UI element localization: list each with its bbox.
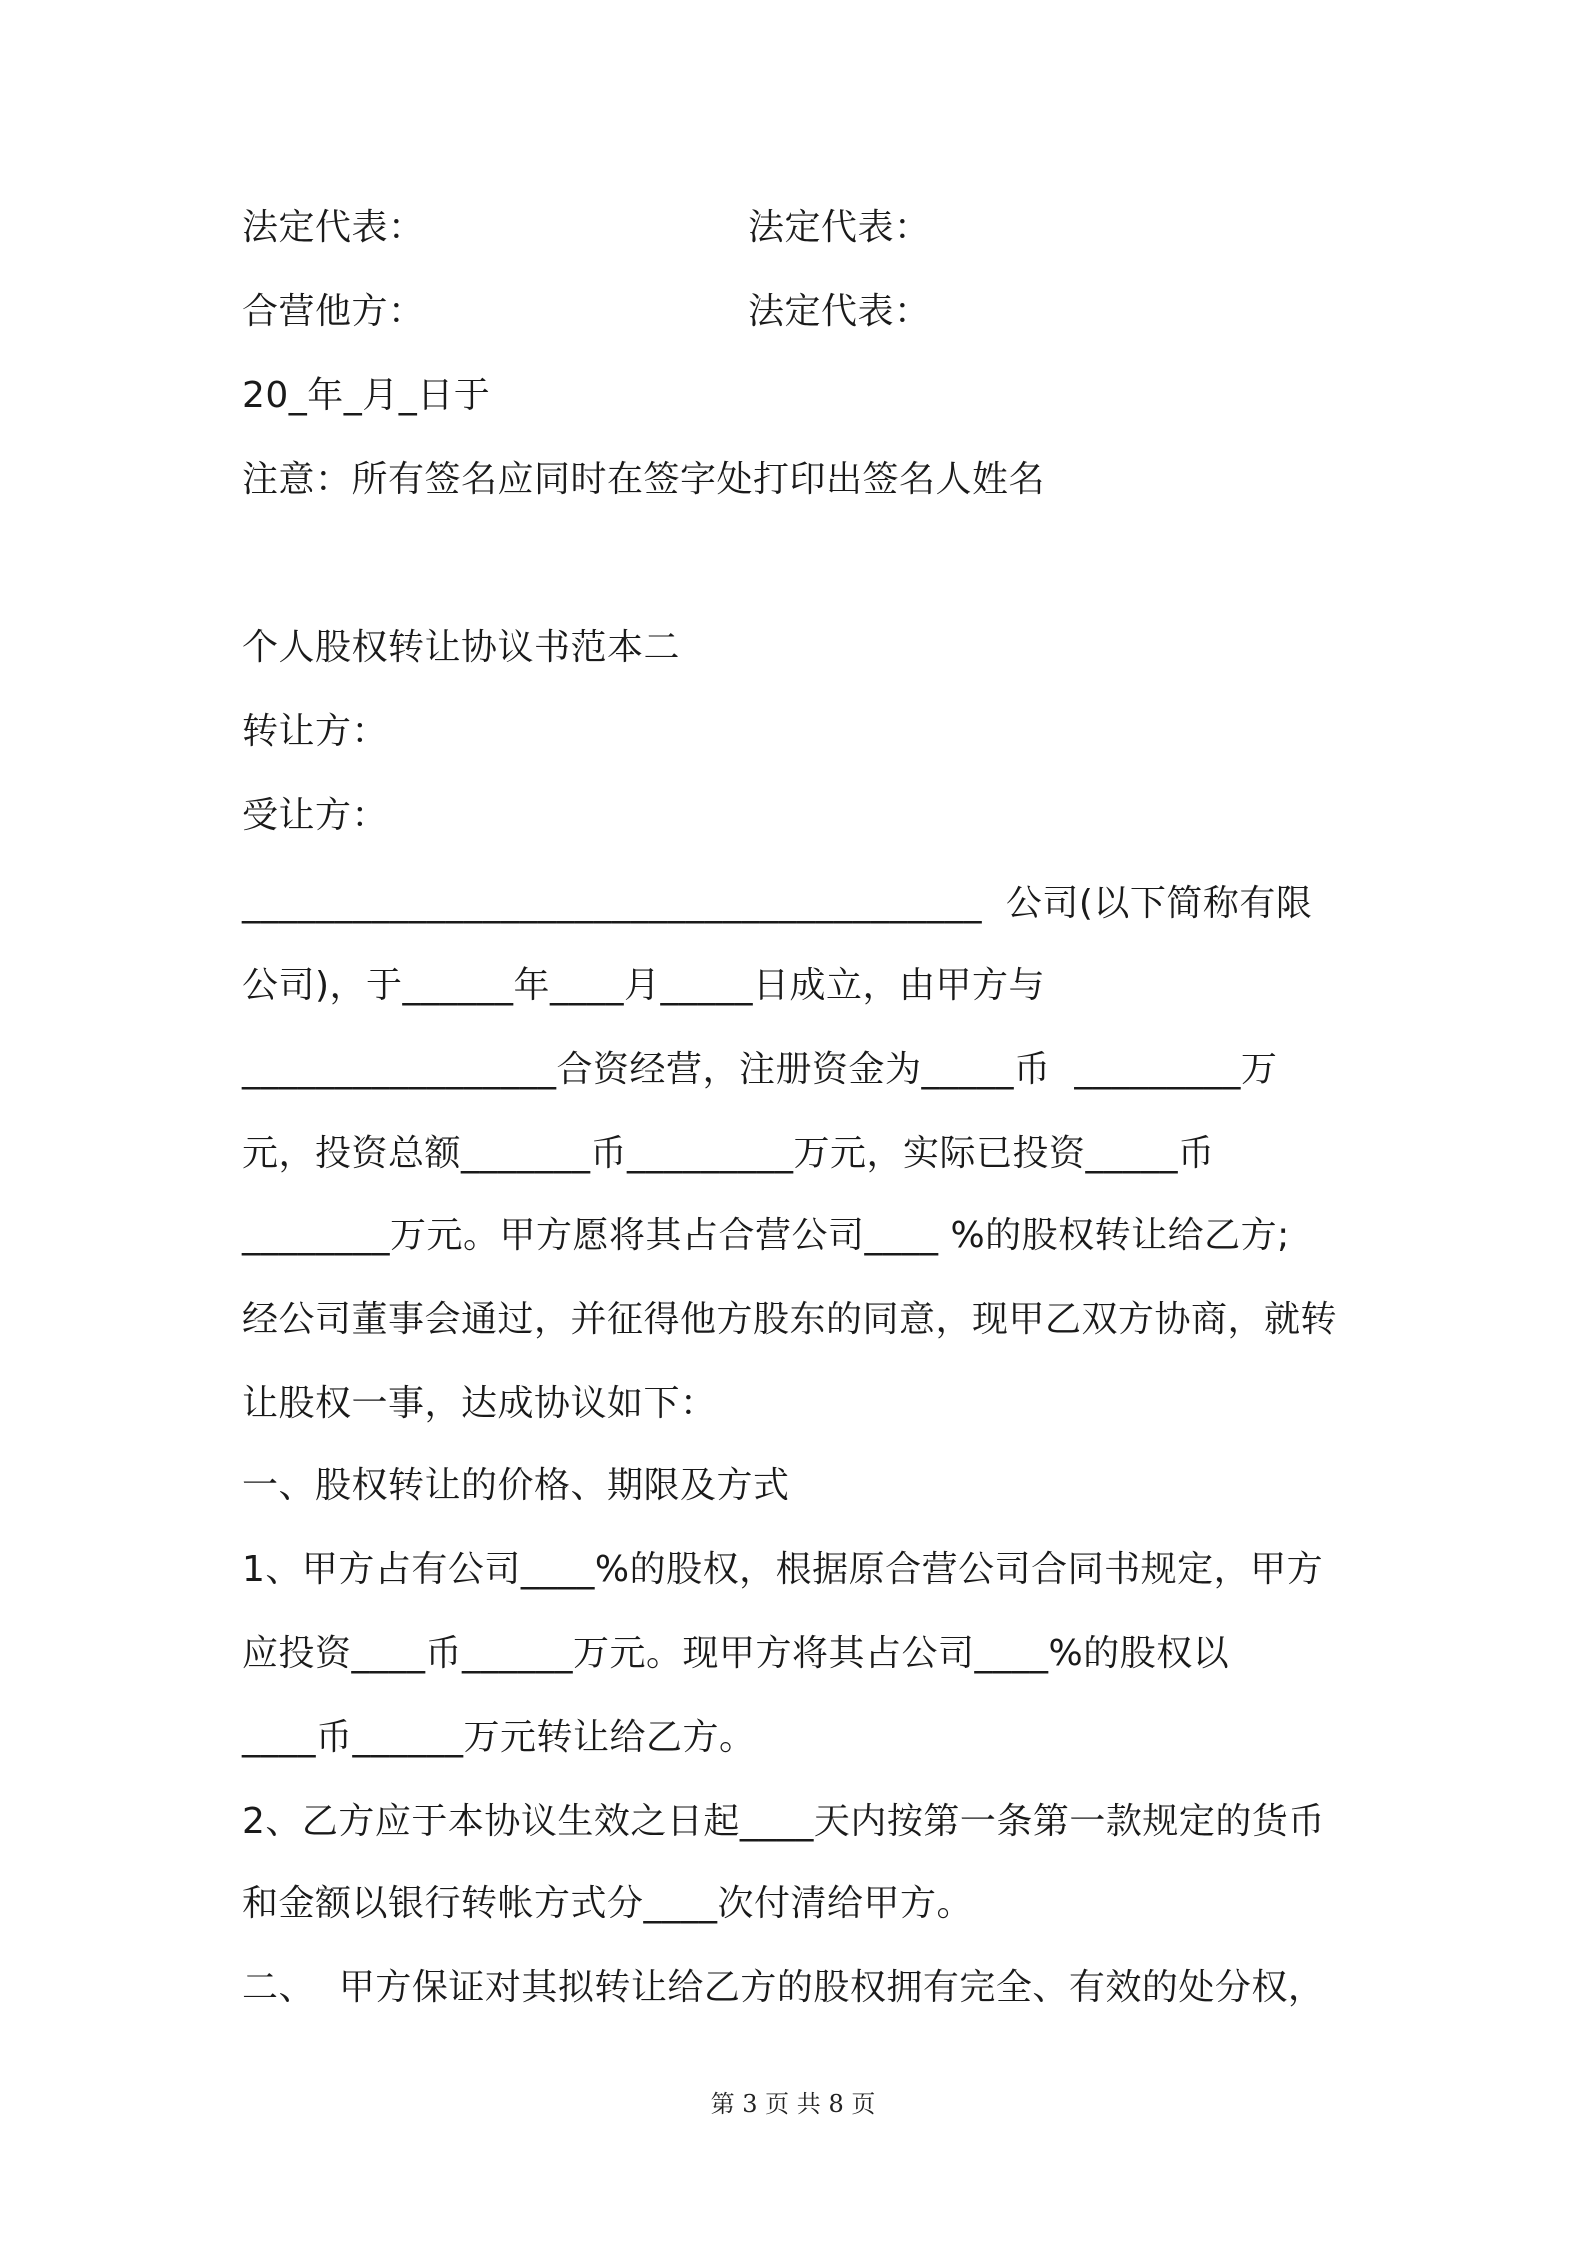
body-line-4: 元，投资总额_______币_________万元，实际已投资_____币 <box>242 1133 1215 1174</box>
clause-1-line-2: 应投资____币______万元。现甲方将其占公司____%的股权以 <box>242 1633 1230 1674</box>
body-line-1: ________________________________________ 公司(以下简称有限 <box>242 883 1313 924</box>
clause-1-line-1: 1、甲方占有公司____%的股权，根据原合营公司合同书规定，甲方 <box>242 1549 1324 1590</box>
body-line-2: 公司)，于______年____月_____日成立，由甲方与 <box>242 965 1046 1006</box>
signature-other-party: 合营他方： <box>242 291 425 332</box>
body-line-5: ________万元。甲方愿将其占合营公司____ %的股权转让给乙方; <box>242 1215 1290 1256</box>
clause-1-line-3: ____币______万元转让给乙方。 <box>242 1717 756 1758</box>
signature-legal-rep-right: 法定代表： <box>748 207 931 248</box>
clause-2-line-1: 2、乙方应于本协议生效之日起____天内按第一条第一款规定的货币 <box>242 1801 1325 1842</box>
body-line-3: _________________合资经营，注册资金为_____币 _________万 <box>242 1049 1278 1090</box>
body-line-7: 让股权一事，达成协议如下： <box>242 1383 717 1424</box>
signature-date-line: 20_年_月_日于 <box>242 375 491 416</box>
signature-legal-rep-right-2: 法定代表： <box>748 291 931 332</box>
page-number-footer: 第 3 页 共 8 页 <box>710 2090 876 2118</box>
signature-legal-rep-left: 法定代表： <box>242 207 425 248</box>
transferor-label: 转让方： <box>242 711 389 752</box>
article-2-line-1: 二、 甲方保证对其拟转让给乙方的股权拥有完全、有效的处分权， <box>242 1967 1325 2008</box>
transferee-label: 受让方： <box>242 795 389 836</box>
body-line-6: 经公司董事会通过，并征得他方股东的同意，现甲乙双方协商，就转 <box>242 1299 1338 1340</box>
clause-2-line-2: 和金额以银行转帐方式分____次付清给甲方。 <box>242 1883 974 1924</box>
section-title: 个人股权转让协议书范本二 <box>242 627 681 668</box>
article-1-heading: 一、股权转让的价格、期限及方式 <box>242 1465 790 1506</box>
signature-note: 注意：所有签名应同时在签字处打印出签名人姓名 <box>242 459 1046 500</box>
